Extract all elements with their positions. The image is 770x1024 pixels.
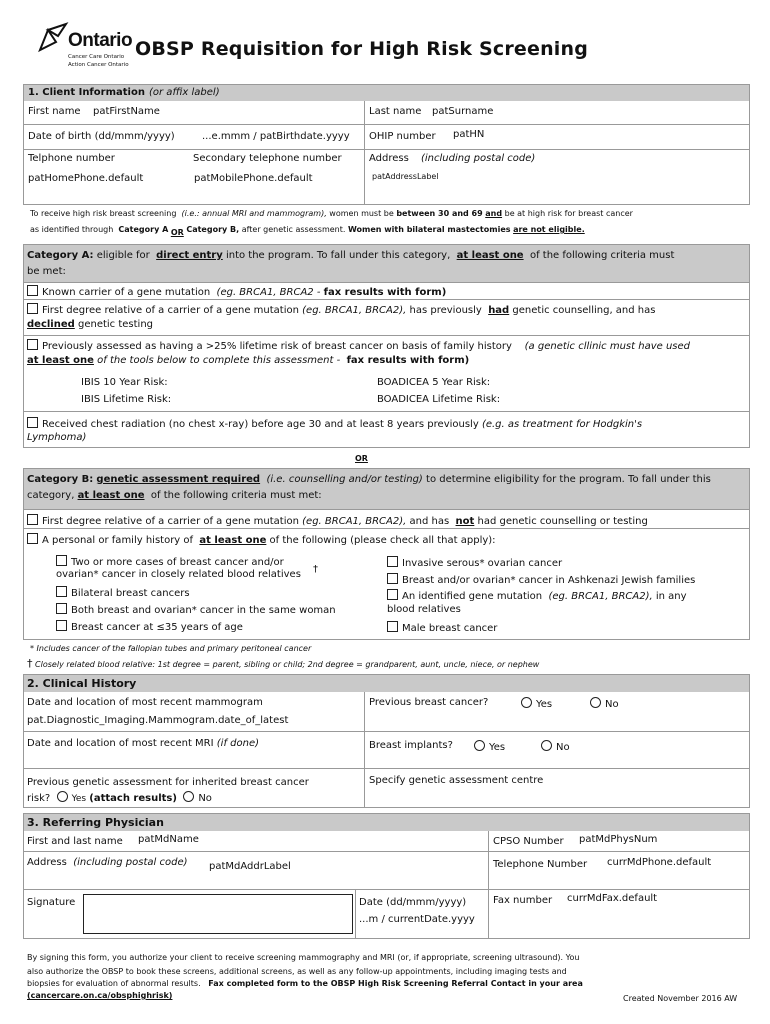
signature-label: Signature bbox=[27, 897, 76, 908]
gen-no-radio[interactable] bbox=[183, 791, 194, 802]
cat-a-item-3-cont: at least one of the tools below to complete this assessment - fax results with form) bbox=[27, 355, 470, 366]
cat-a-checkbox-2[interactable] bbox=[27, 303, 38, 314]
md-name-label: First and last name bbox=[27, 836, 123, 847]
cat-b-sub-checkbox-3[interactable] bbox=[56, 603, 67, 614]
gen-assess-row: risk? Yes (attach results) No bbox=[27, 793, 212, 804]
clinical-heading: 2. Clinical History bbox=[27, 677, 137, 690]
radio-icon bbox=[590, 697, 601, 708]
dob-field[interactable]: ...e.mmm / patBirthdate.yyyy bbox=[202, 131, 350, 142]
dagger-mark: † bbox=[313, 564, 318, 575]
cat-b-sub-checkbox-7[interactable] bbox=[387, 589, 398, 600]
md-tel-label: Telephone Number bbox=[493, 859, 588, 870]
cat-b-item-1: First degree relative of a carrier of a gene mutation (eg. BRCA1, BRCA2), and has not had genetic counselling or testing bbox=[27, 514, 648, 527]
cat-a-checkbox-1[interactable] bbox=[27, 285, 38, 296]
last-name-field[interactable]: patSurname bbox=[432, 106, 494, 117]
logo-word: Ontario bbox=[68, 30, 133, 51]
address-label: Address bbox=[369, 153, 409, 164]
last-name-label: Last name bbox=[369, 106, 422, 117]
radio-icon bbox=[474, 740, 485, 751]
gen-assess-label: Previous genetic assessment for inherited breast cancer bbox=[27, 777, 309, 788]
footer-line-2: also authorize the OBSP to book these screens, additional screens, as well as any follow-up appointments, including imaging tests and bbox=[27, 967, 567, 976]
page-title: OBSP Requisition for High Risk Screening bbox=[135, 38, 589, 60]
ohip-field[interactable]: patHN bbox=[453, 129, 485, 140]
or-divider: OR bbox=[355, 454, 368, 463]
cat-b-sub-6: Breast and/or ovarian* cancer in Ashkenazi Jewish families bbox=[387, 573, 695, 586]
first-name-field[interactable]: patFirstName bbox=[93, 106, 160, 117]
cat-b-sub-checkbox-4[interactable] bbox=[56, 620, 67, 631]
dob-label: Date of birth (dd/mmm/yyyy) bbox=[28, 131, 175, 142]
category-a-heading-line1: Category A: eligible for direct entry into the program. To fall under this category, at least one of the following criteria must bbox=[27, 250, 675, 261]
first-name-label: First name bbox=[28, 106, 81, 117]
logo-sub1: Cancer Care Ontario bbox=[68, 54, 125, 60]
implants-label: Breast implants? bbox=[369, 740, 453, 751]
footer-link[interactable]: (cancercare.on.ca/obsphighrisk) bbox=[27, 991, 173, 1000]
physician-heading: 3. Referring Physician bbox=[27, 816, 164, 829]
implants-yes[interactable]: Yes bbox=[474, 740, 505, 753]
ohip-label: OHIP number bbox=[369, 131, 436, 142]
cat-b-item-2: A personal or family history of at least one of the following (please check all that apply): bbox=[27, 533, 496, 546]
cpso-field[interactable]: patMdPhysNum bbox=[579, 834, 658, 845]
sig-date-label: Date (dd/mmm/yyyy) bbox=[359, 897, 467, 908]
cat-a-item-2-cont: declined genetic testing bbox=[27, 319, 154, 330]
cpso-label: CPSO Number bbox=[493, 836, 564, 847]
phone-field[interactable]: patHomePhone.default bbox=[28, 173, 144, 184]
md-address-label: Address (including postal code) bbox=[27, 857, 188, 868]
boadicea-5-label: BOADICEA 5 Year Risk: bbox=[377, 377, 491, 388]
prev-bc-no[interactable]: No bbox=[590, 697, 619, 710]
radio-icon bbox=[521, 697, 532, 708]
category-b-heading-line1: Category B: genetic assessment required (i.e. counselling and/or testing) to determine eligibility for the program. To fall under this bbox=[27, 474, 711, 485]
ontario-logo bbox=[36, 18, 136, 80]
cat-a-checkbox-3[interactable] bbox=[27, 339, 38, 350]
cat-b-sub-checkbox-2[interactable] bbox=[56, 586, 67, 597]
ibis-lifetime-label: IBIS Lifetime Risk: bbox=[81, 394, 172, 405]
client-heading-note: (or affix label) bbox=[149, 87, 220, 98]
cat-b-sub-8: Male breast cancer bbox=[387, 621, 497, 634]
category-b-heading-line2: category, at least one of the following criteria must met: bbox=[27, 490, 322, 501]
sig-date-field[interactable]: ...m / currentDate.yyyy bbox=[359, 914, 475, 925]
md-tel-field[interactable]: currMdPhone.default bbox=[607, 857, 712, 868]
footer-line-1: By signing this form, you authorize your client to receive screening mammography and MRI (or, if appropriate, screening ultrasound). You bbox=[27, 953, 580, 962]
cat-b-sub-checkbox-8[interactable] bbox=[387, 621, 398, 632]
cat-a-item-1: Known carrier of a gene mutation (eg. BRCA1, BRCA2 - fax results with form) bbox=[27, 285, 446, 298]
cat-b-checkbox-1[interactable] bbox=[27, 514, 38, 525]
mri-label: Date and location of most recent MRI (if done) bbox=[27, 738, 260, 749]
cat-b-sub-1-cont: ovarian* cancer in closely related blood relatives bbox=[56, 569, 301, 580]
phone-label: Telphone number bbox=[28, 153, 115, 164]
signature-field[interactable] bbox=[83, 894, 353, 934]
fax-field[interactable]: currMdFax.default bbox=[567, 893, 658, 904]
cat-b-checkbox-2[interactable] bbox=[27, 533, 38, 544]
footer-line-3: biopsies for evaluation of abnormal results. Fax completed form to the OBSP High Risk Screening Referral Contact in your area bbox=[27, 979, 583, 988]
trillium-icon bbox=[36, 20, 70, 54]
ibis-10-label: IBIS 10 Year Risk: bbox=[81, 377, 168, 388]
cat-a-item-4-cont: Lymphoma) bbox=[27, 432, 87, 443]
created-note: Created November 2016 AW bbox=[623, 994, 738, 1003]
phone2-field[interactable]: patMobilePhone.default bbox=[194, 173, 313, 184]
mammo-label: Date and location of most recent mammogram bbox=[27, 697, 263, 708]
prev-bc-label: Previous breast cancer? bbox=[369, 697, 489, 708]
cat-b-sub-2: Bilateral breast cancers bbox=[56, 586, 190, 599]
cat-a-item-4: Received chest radiation (no chest x-ray) before age 30 and at least 8 years previously (e.g. as treatment for Hodgkin's bbox=[27, 417, 642, 430]
address-note: (including postal code) bbox=[421, 153, 536, 164]
centre-label: Specify genetic assessment centre bbox=[369, 775, 544, 786]
address-field[interactable]: patAddressLabel bbox=[372, 172, 439, 181]
mammo-field[interactable]: pat.Diagnostic_Imaging.Mammogram.date_of_latest bbox=[27, 715, 289, 726]
eligibility-line-2: as identified through Category A OR Category B, after genetic assessment. Women with bilateral mastectomies are not eligible. bbox=[30, 225, 585, 237]
implants-no[interactable]: No bbox=[541, 740, 570, 753]
fax-label: Fax number bbox=[493, 895, 553, 906]
boadicea-lifetime-label: BOADICEA Lifetime Risk: bbox=[377, 394, 501, 405]
cat-b-sub-7: An identified gene mutation (eg. BRCA1, BRCA2), in any bbox=[387, 589, 687, 602]
client-heading: 1. Client Information bbox=[28, 87, 145, 98]
cat-a-item-2: First degree relative of a carrier of a gene mutation (eg. BRCA1, BRCA2), has previously had genetic counselling, and has bbox=[27, 303, 655, 316]
cat-b-sub-checkbox-1[interactable] bbox=[56, 555, 67, 566]
cat-b-sub-checkbox-5[interactable] bbox=[387, 556, 398, 567]
md-name-field[interactable]: patMdName bbox=[138, 834, 199, 845]
category-a-heading-line2: be met: bbox=[27, 266, 66, 277]
footnote-2: † Closely related blood relative: 1st degree = parent, sibling or child; 2nd degree = grandparent, aunt, uncle, niece, or nephew bbox=[27, 657, 540, 670]
radio-icon bbox=[541, 740, 552, 751]
cat-b-sub-5: Invasive serous* ovarian cancer bbox=[387, 556, 562, 569]
cat-b-sub-checkbox-6[interactable] bbox=[387, 573, 398, 584]
cat-b-sub-1: Two or more cases of breast cancer and/or bbox=[56, 555, 284, 568]
cat-b-sub-7-cont: blood relatives bbox=[387, 604, 461, 615]
footnote-1: * Includes cancer of the fallopian tubes and primary peritoneal cancer bbox=[30, 644, 312, 653]
prev-bc-yes[interactable]: Yes bbox=[521, 697, 552, 710]
cat-b-sub-3: Both breast and ovarian* cancer in the same woman bbox=[56, 603, 336, 616]
client-section bbox=[23, 84, 750, 205]
logo-sub2: Action Cancer Ontario bbox=[68, 62, 129, 68]
md-address-field[interactable]: patMdAddrLabel bbox=[209, 861, 291, 872]
phone2-label: Secondary telephone number bbox=[193, 153, 342, 164]
gen-yes-radio[interactable] bbox=[57, 791, 68, 802]
cat-b-sub-4: Breast cancer at ≤35 years of age bbox=[56, 620, 243, 633]
cat-a-checkbox-4[interactable] bbox=[27, 417, 38, 428]
cat-a-item-3: Previously assessed as having a >25% lifetime risk of breast cancer on basis of family history (a genetic cllinic must have used bbox=[27, 339, 690, 352]
eligibility-line-1: To receive high risk breast screening (i.e.: annual MRI and mammogram), women must be between 30 and 69 and be at high risk for breast cancer bbox=[30, 209, 633, 218]
